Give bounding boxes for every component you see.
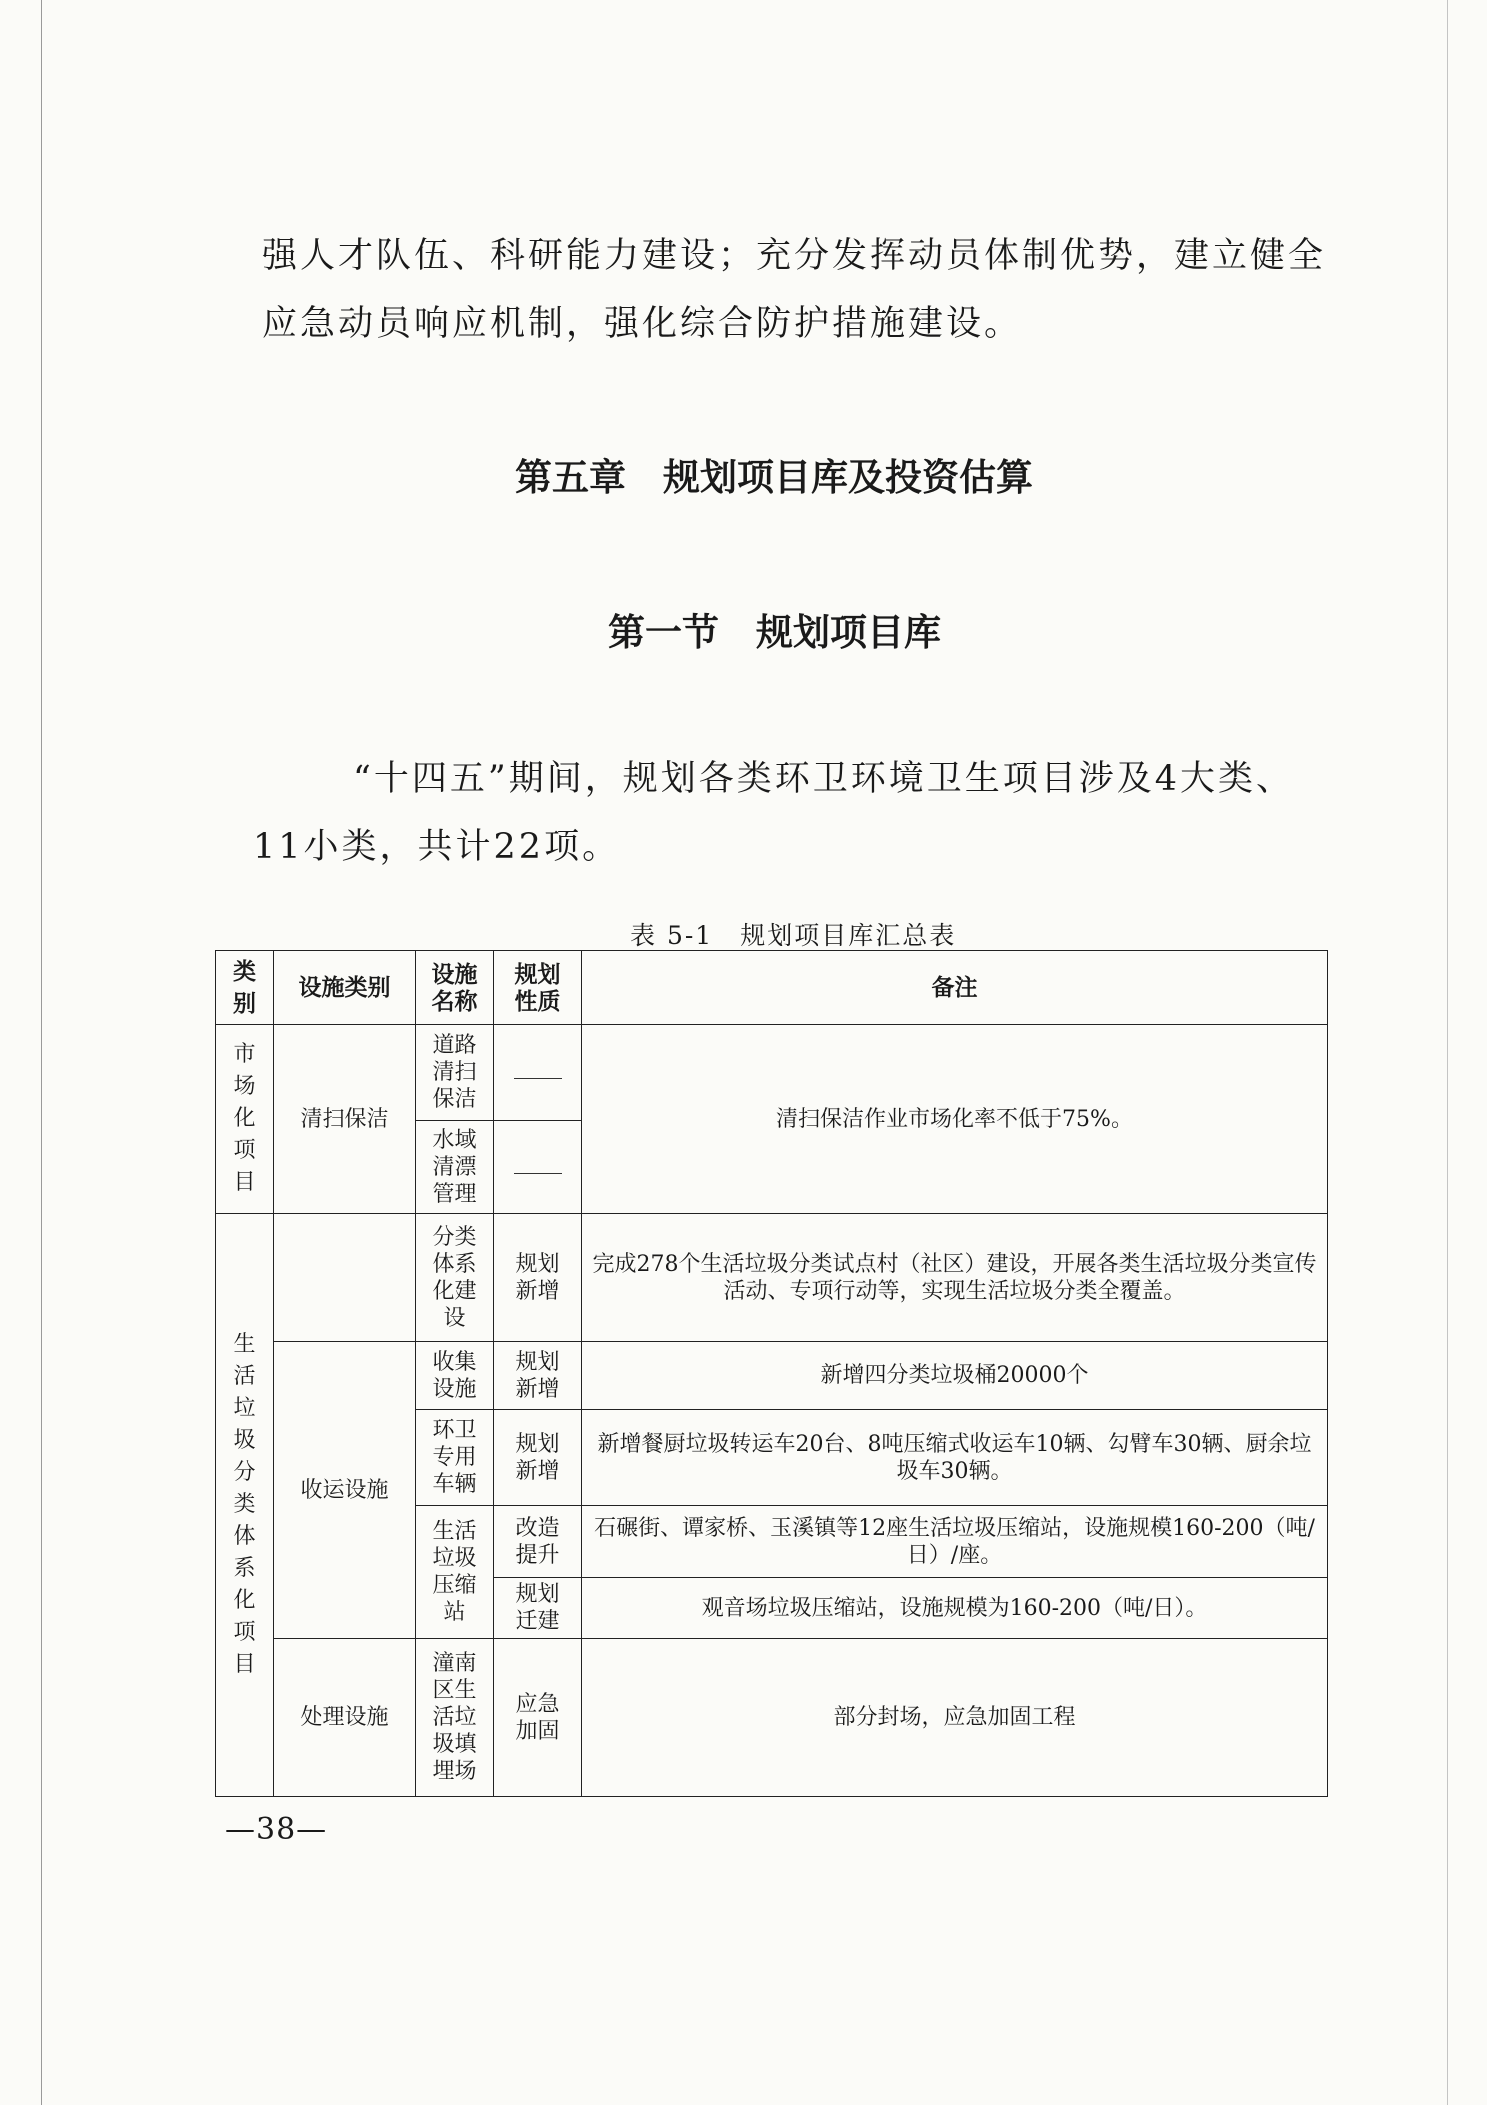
cell-name-landfill: 潼南区生活垃圾填埋场 <box>416 1639 494 1797</box>
cell-note-market: 清扫保洁作业市场化率不低于75%。 <box>582 1025 1328 1214</box>
table-caption: 表 5-1 规划项目库汇总表 <box>630 921 957 950</box>
cell-name-system: 分类体系化建设 <box>416 1214 494 1342</box>
cell-note: 观音场垃圾压缩站，设施规模为160-200（吨/日）。 <box>582 1578 1328 1639</box>
cell-category-market: 市场化项目 <box>216 1025 274 1214</box>
table-row <box>216 1342 1328 1410</box>
cell-name-road-cleaning: 道路清扫保洁 <box>416 1025 494 1121</box>
cell-type-transport: 收运设施 <box>274 1342 416 1639</box>
chapter-title: 第五章 规划项目库及投资估算 <box>515 456 1033 499</box>
page-number: —38— <box>225 1812 328 1847</box>
scan-edge-right <box>1447 0 1448 2105</box>
cell-name-compression: 生活垃圾压缩站 <box>416 1506 494 1639</box>
cell-note: 新增餐厨垃圾转运车20台、8吨压缩式收运车10辆、勾臂车30辆、厨余垃圾车30辆。 <box>582 1410 1328 1506</box>
body-paragraph-2: “十四五”期间，规划各类环卫环境卫生项目涉及4大类、11小类，共计22项。 <box>253 759 1295 867</box>
cell-note: 部分封场，应急加固工程 <box>582 1639 1328 1797</box>
cell-nature: 规划新增 <box>494 1342 582 1410</box>
cell-type-treatment: 处理设施 <box>274 1639 416 1797</box>
cell-nature: 规划新增 <box>494 1214 582 1342</box>
cell-type-cleaning: 清扫保洁 <box>274 1025 416 1214</box>
dash-mark <box>514 1173 562 1174</box>
section-title: 第一节 规划项目库 <box>608 611 941 654</box>
header-nature: 规划性质 <box>494 951 582 1025</box>
table-row <box>216 1214 1328 1342</box>
cell-nature: 应急加固 <box>494 1639 582 1797</box>
cell-nature-dash <box>494 1121 582 1214</box>
cell-note: 完成278个生活垃圾分类试点村（社区）建设，开展各类生活垃圾分类宣传活动、专项行动等，实现生活垃圾分类全覆盖。 <box>582 1214 1328 1342</box>
cell-nature-dash <box>494 1025 582 1121</box>
cell-nature: 规划新增 <box>494 1410 582 1506</box>
header-facility-type: 设施类别 <box>274 951 416 1025</box>
project-summary-table <box>215 950 1328 1797</box>
cell-name-bins: 收集设施 <box>416 1342 494 1410</box>
header-note: 备注 <box>582 951 1328 1025</box>
cell-note: 石碾街、谭家桥、玉溪镇等12座生活垃圾压缩站，设施规模160-200（吨/日）/座。 <box>582 1506 1328 1578</box>
body-paragraph-1: 强人才队伍、科研能力建设；充分发挥动员体制优势，建立健全应急动员响应机制，强化综合防护措施建设。 <box>262 236 1327 344</box>
header-category: 类别 <box>216 951 274 1025</box>
table-row <box>216 1025 1328 1121</box>
scan-edge-left <box>41 0 42 2105</box>
dash-mark <box>514 1078 562 1079</box>
cell-type-blank <box>274 1214 416 1342</box>
cell-nature: 改造提升 <box>494 1506 582 1578</box>
table-header-row <box>216 951 1328 1025</box>
cell-nature: 规划迁建 <box>494 1578 582 1639</box>
cell-name-vehicles: 环卫专用车辆 <box>416 1410 494 1506</box>
cell-note: 新增四分类垃圾桶20000个 <box>582 1342 1328 1410</box>
cell-category-sorting: 生活垃圾分类体系化项目 <box>216 1214 274 1797</box>
cell-name-water-cleaning: 水域清漂管理 <box>416 1121 494 1214</box>
table-row <box>216 1639 1328 1797</box>
header-facility-name: 设施名称 <box>416 951 494 1025</box>
